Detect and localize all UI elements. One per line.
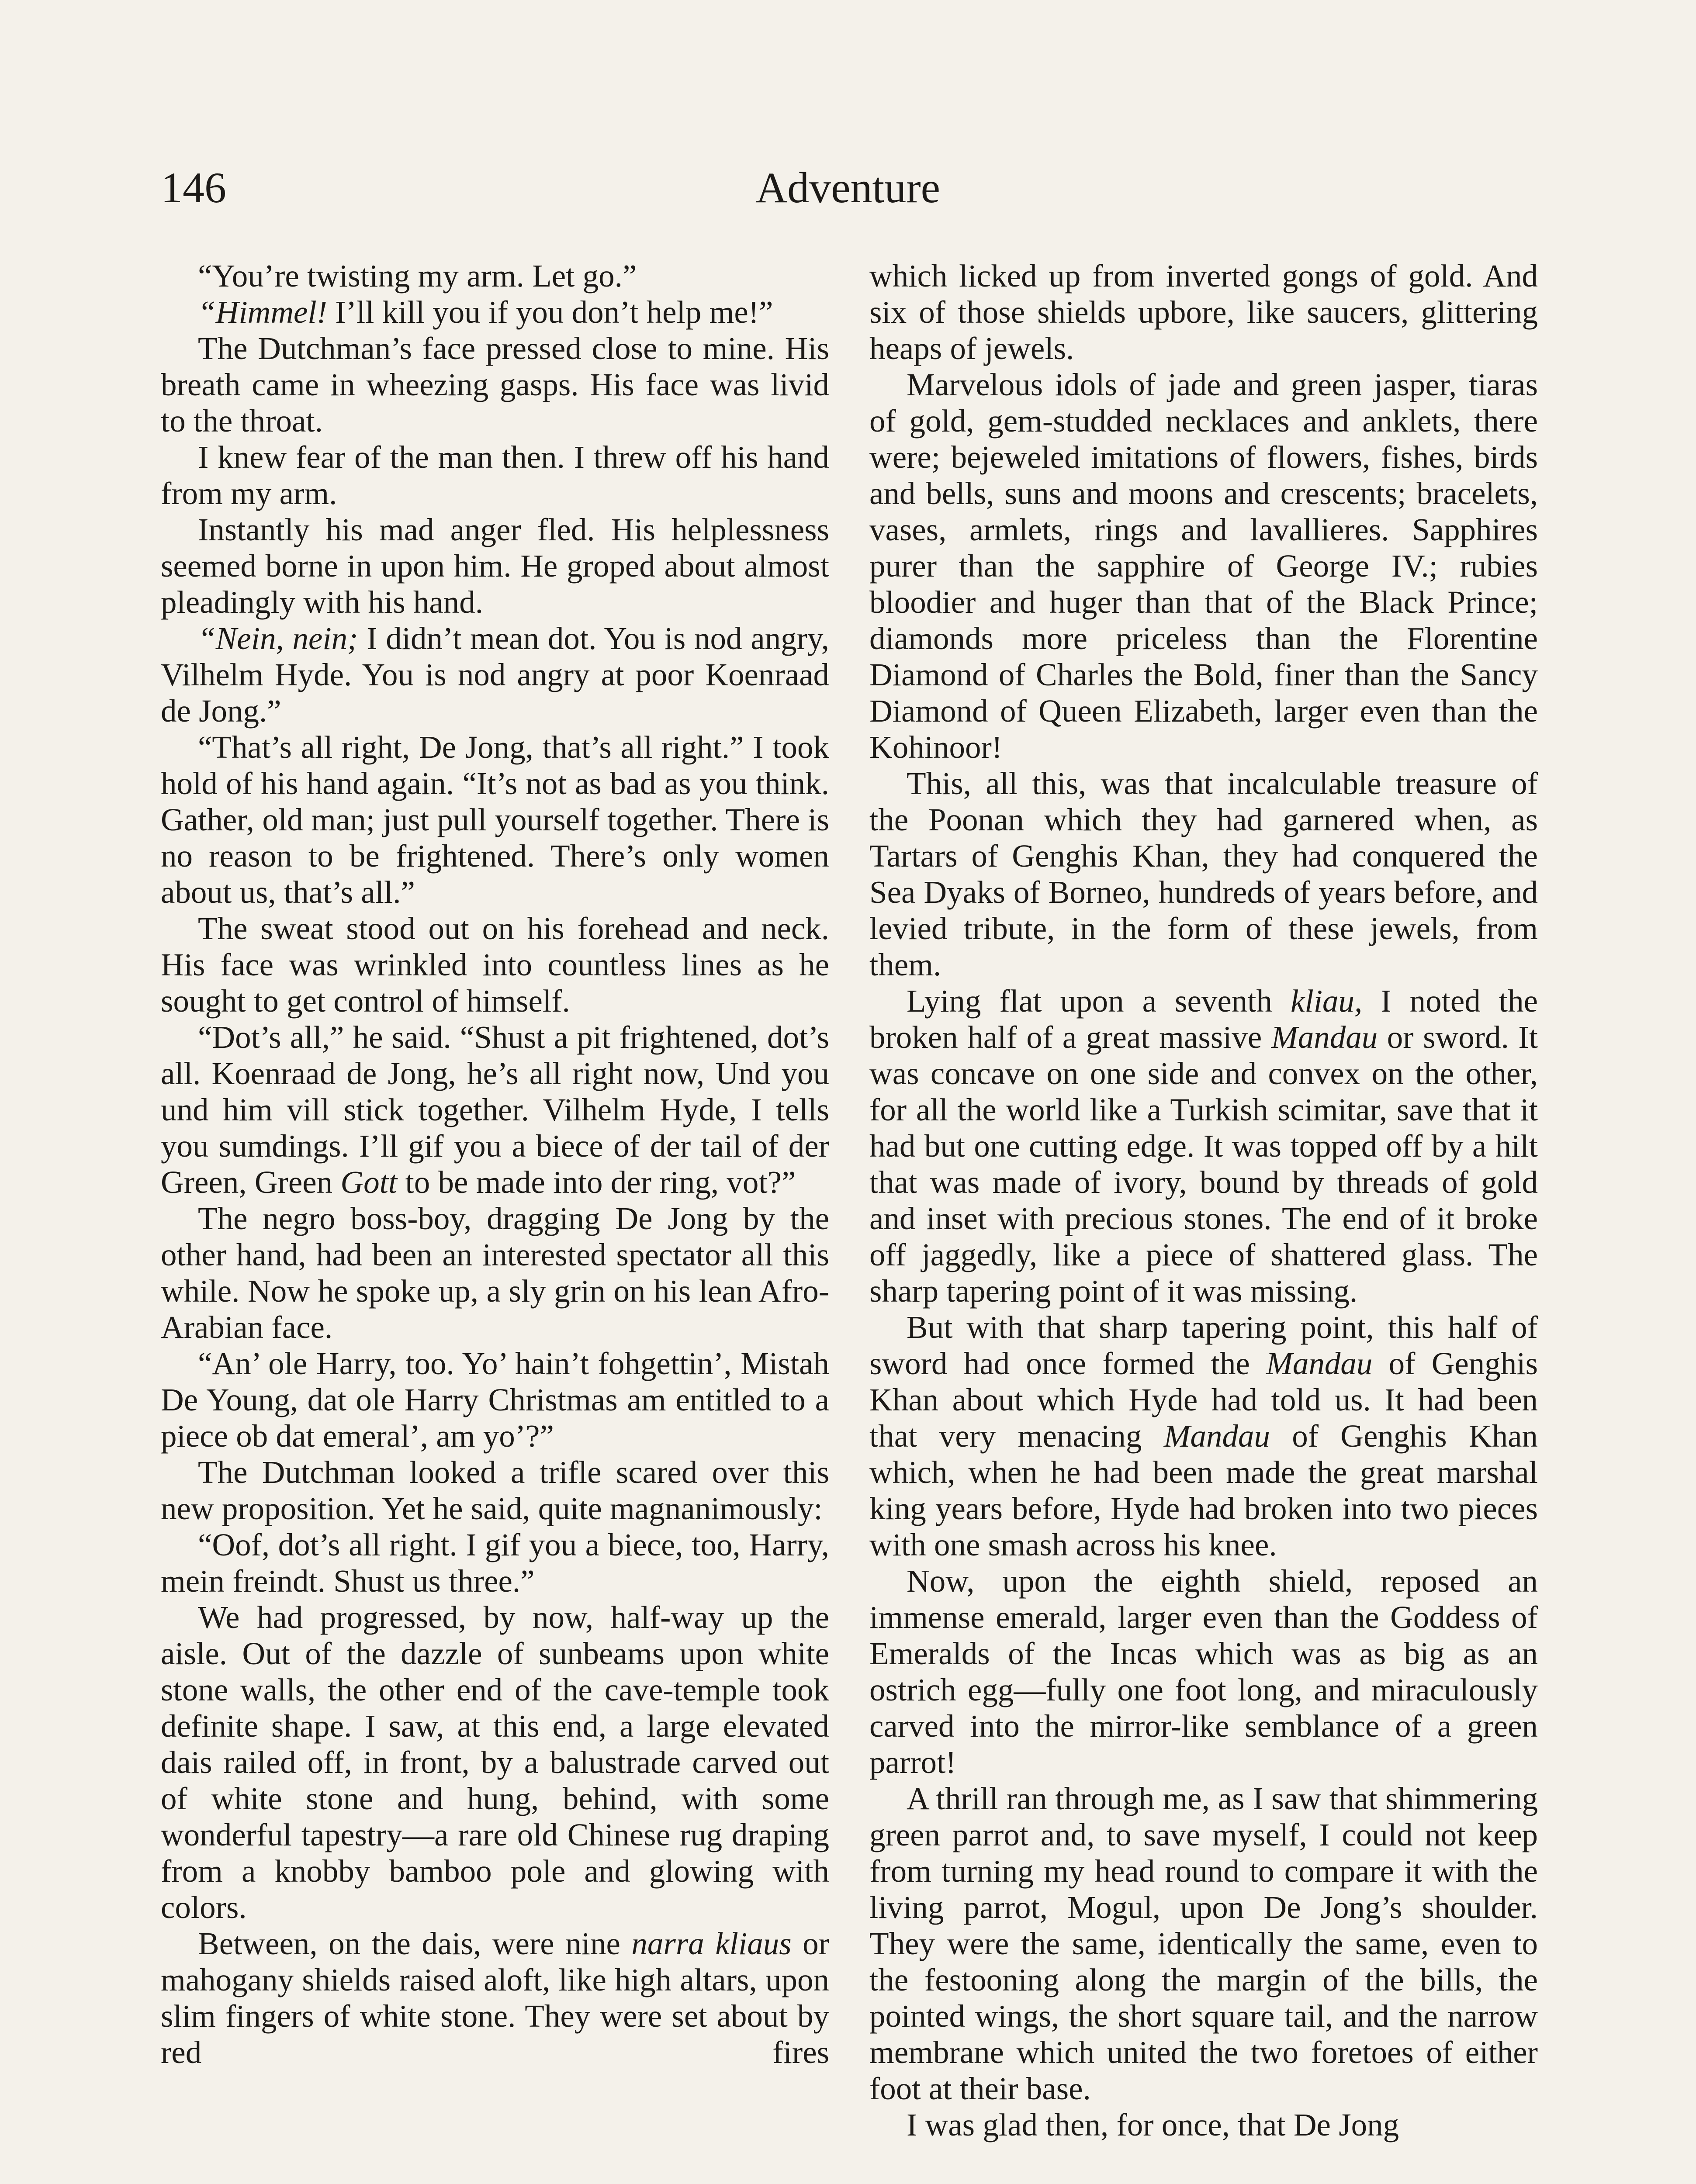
paragraph: “Himmel! I’ll kill you if you don’t help me!” — [198, 294, 773, 330]
running-title: Adventure — [755, 163, 941, 212]
paragraph: Marvelous idols of jade and green jasper, tiaras of gold, gem-studded necklaces and anklets, there were; bejeweled imitations of flowers, fishes, birds and bells, suns and moons and crescents; bracelets, vases, armlets, rings and lavallieres. Sapphires purer than the sapphire of George IV.; rubies bloodier and huger than that of the Black Prince; diamonds more priceless than the Florentine Diamond of Charles the Bold, finer than the Sancy Diamond of Queen Elizabeth, larger even than the Kohinoor! — [869, 367, 1538, 765]
paragraph: “You’re twisting my arm. Let go.” — [198, 258, 637, 294]
left-column — [161, 258, 829, 2070]
paragraph: “Oof, dot’s all right. I gif you a biece, too, Harry, mein freindt. Shust us three.” — [161, 1527, 829, 1599]
italic-text: Gott — [340, 1165, 398, 1200]
paragraph: I knew fear of the man then. I threw off his hand from my arm. — [161, 439, 829, 511]
paragraph: “Nein, nein; I didn’t mean dot. You is nod angry, Vilhelm Hyde. You is nod angry at poor Koenraad de Jong.” — [161, 621, 830, 729]
page-number: 146 — [161, 163, 226, 212]
paragraph: I was glad then, for once, that De Jong — [907, 2107, 1399, 2143]
paragraph: “That’s all right, De Jong, that’s all right.” I took hold of his hand again. “It’s not as bad as you think. Gather, old man; just pull yourself together. There is no reason to be frightened. There’s only women about us, that’s all.” — [161, 729, 829, 910]
paragraph: A thrill ran through me, as I saw that shimmering green parrot and, to save myself, I could not keep from turning my head round to compare it with the living parrot, Mogul, upon De Jong’s shoulder. They were the same, identically the same, even to the festooning along the margin of the bills, the pointed wings, the short square tail, and the narrow membrane which united the two foretoes of either foot at their base. — [869, 1781, 1538, 2106]
paragraph: “An’ ole Harry, too. Yo’ hain’t fohgettin’, Mistah De Young, dat ole Harry Christmas am entitled to a piece ob dat emeral’, am yo’?” — [161, 1346, 829, 1454]
italic-text: Mandau — [1271, 1019, 1378, 1055]
paragraph: “Dot’s all,” he said. “Shust a pit frightened, dot’s all. Koenraad de Jong, he’s all right now, Und you und him vill stick together. Vilhelm Hyde, I tells you sumdings. I’ll gif you a biece of der tail of der Green, Green Gott to be made into der ring, vot?” — [161, 1019, 829, 1200]
paragraph: We had progressed, by now, half-way up the aisle. Out of the dazzle of sunbeams upon white stone walls, the other end of the cave-temple took definite shape. I saw, at this end, a large elevated dais railed off, in front, by a balustrade carved out of white stone and hung, behind, with some wonderful tapestry—a rare old Chinese rug draping from a knobby bamboo pole and glowing with colors. — [161, 1600, 829, 1925]
paragraph: Between, on the dais, were nine narra kliaus or mahogany shields raised aloft, like high altars, upon slim fingers of white stone. They were set about by red fires — [161, 1926, 829, 2070]
paragraph: The Dutchman’s face pressed close to mine. His breath came in wheezing gasps. His face was livid to the throat. — [161, 331, 829, 439]
italic-text: kliau, — [1291, 983, 1363, 1019]
paragraph: The negro boss-boy, dragging De Jong by the other hand, had been an interested spectator all this while. Now he spoke up, a sly grin on his lean Afro-Arabian face. — [161, 1201, 829, 1345]
italic-text: “Himmel! — [198, 294, 328, 330]
italic-text: “Nein, nein; — [198, 621, 358, 656]
paragraph: Now, upon the eighth shield, reposed an immense emerald, larger even than the Goddess of Emeralds of the Incas which was as big as an ostrich egg—fully one foot long, and miraculously carved into the mirror-like semblance of a green parrot! — [869, 1563, 1538, 1780]
italic-text: Mandau — [1163, 1418, 1270, 1454]
italic-text: Mandau — [1266, 1346, 1373, 1381]
right-column — [869, 258, 1538, 2143]
paragraph: The sweat stood out on his forehead and neck. His face was wrinkled into countless lines as he sought to get control of himself. — [161, 911, 829, 1019]
paragraph: This, all this, was that incalculable treasure of the Poonan which they had garnered when, as Tartars of Genghis Khan, they had conquered the Sea Dyaks of Borneo, hundreds of years before, and levied tribute, in the form of these jewels, from them. — [869, 766, 1538, 982]
paragraph: Lying flat upon a seventh kliau, I noted the broken half of a great massive Mandau or sword. It was concave on one side and convex on the other, for all the world like a Turkish scimitar, save that it had but one cutting edge. It was topped off by a hilt that was made of ivory, bound by threads of gold and inset with precious stones. The end of it broke off jaggedly, like a piece of shattered glass. The sharp tapering point of it was missing. — [869, 983, 1538, 1309]
paragraph: which licked up from inverted gongs of gold. And six of those shields upbore, like saucers, glittering heaps of jewels. — [869, 258, 1538, 366]
paragraph: Instantly his mad anger fled. His helplessness seemed borne in upon him. He groped about almost pleadingly with his hand. — [161, 512, 829, 620]
paragraph: But with that sharp tapering point, this half of sword had once formed the Mandau of Genghis Khan about which Hyde had told us. It had been that very menacing Mandau of Genghis Khan which, when he had been made the great marshal king years before, Hyde had broken into two pieces with one smash across his knee. — [869, 1310, 1538, 1562]
italic-text: narra kliaus — [631, 1926, 792, 1961]
paragraph: The Dutchman looked a trifle scared over this new proposition. Yet he said, quite magnanimously: — [161, 1455, 829, 1526]
